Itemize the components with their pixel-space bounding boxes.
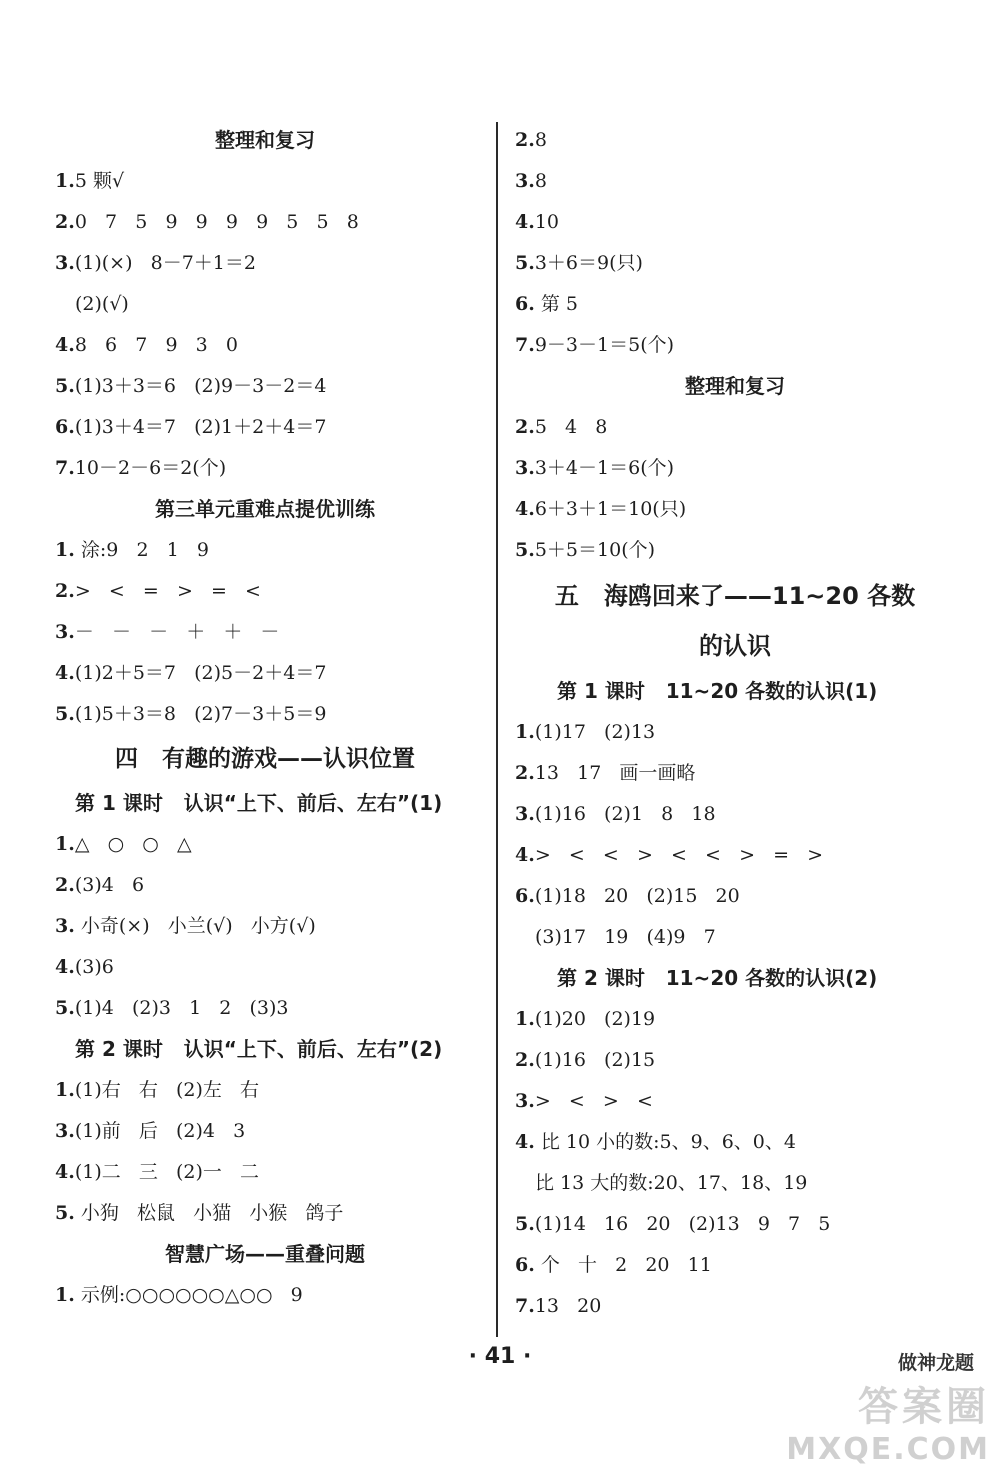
answer-text: (1)5＋3＝8 (2)7－3＋5＝9 (74, 703, 327, 725)
watermark (786, 1375, 990, 1467)
question-number: 3. (515, 803, 535, 825)
answer-text: (1)18 20 (2)15 20 (534, 885, 740, 907)
left-column (55, 120, 475, 1316)
question-number: 4. (515, 498, 535, 520)
question-number: 7. (515, 1295, 535, 1317)
question-number: 2. (55, 211, 75, 233)
question-number: 2. (515, 762, 535, 784)
question-number: 3. (515, 1090, 535, 1112)
answer-text: 8 (534, 170, 547, 192)
answer-text: △ ○ ○ △ (74, 833, 192, 855)
answer-text: (1)(×) 8－7＋1＝2 (74, 252, 256, 274)
answer-line (515, 1040, 955, 1081)
question-number: 7. (55, 457, 75, 479)
answer-text: (3)17 19 (4)9 7 (535, 926, 716, 948)
answer-text: (1)4 (2)3 1 2 (3)3 (74, 997, 289, 1019)
answer-line (55, 1111, 475, 1152)
lesson-heading: 第 2 课时 认识“上下、前后、左右”(2) (75, 1037, 443, 1061)
question-number: 2. (515, 416, 535, 438)
answer-line (515, 794, 955, 835)
answer-text: (1)14 16 20 (2)13 9 7 5 (534, 1213, 831, 1235)
answer-text: (1)17 (2)13 (534, 721, 656, 743)
answer-text: > < > < (534, 1090, 653, 1112)
answer-line (515, 1163, 955, 1204)
section-heading: 智慧广场——重叠问题 (165, 1242, 365, 1266)
answer-line (515, 489, 955, 530)
answer-line (55, 1275, 475, 1316)
answer-line (55, 1152, 475, 1193)
question-number: 1. (515, 1008, 535, 1030)
answer-line (55, 407, 475, 448)
question-number: 4. (515, 1131, 535, 1153)
question-number: 4. (515, 844, 535, 866)
lesson-heading: 第 2 课时 11~20 各数的认识(2) (557, 966, 878, 990)
answer-text: (1)20 (2)19 (534, 1008, 656, 1030)
question-number: 3. (515, 457, 535, 479)
answer-line (515, 835, 955, 876)
answer-line (515, 917, 955, 958)
question-number: 6. (515, 885, 535, 907)
answer-text: (3)6 (74, 956, 114, 978)
answer-text: 13 20 (534, 1295, 602, 1317)
answer-text: (1)右 右 (2)左 右 (74, 1079, 260, 1101)
question-number: 2. (515, 1049, 535, 1071)
question-number: 4. (515, 211, 535, 233)
answer-text: 比 13 大的数:20、17、18、19 (535, 1172, 808, 1194)
answer-line (55, 366, 475, 407)
answer-line (55, 1193, 475, 1234)
question-number: 1. (55, 539, 75, 561)
question-number: 2. (515, 129, 535, 151)
answer-line (55, 612, 475, 653)
answer-text: 9－3－1＝5(个) (534, 334, 675, 356)
answer-text: 3＋4－1＝6(个) (534, 457, 675, 479)
question-number: 1. (55, 170, 75, 192)
answer-line (515, 325, 955, 366)
answer-line (515, 407, 955, 448)
answer-text: 8 (534, 129, 547, 151)
answer-text: > < < > < < > = > (534, 844, 824, 866)
answer-text: (1)前 后 (2)4 3 (74, 1120, 246, 1142)
section-heading: 第三单元重难点提优训练 (155, 497, 375, 521)
section-heading: 整理和复习 (215, 128, 315, 152)
answer-line (55, 202, 475, 243)
question-number: 1. (55, 1079, 75, 1101)
answer-text: 小狗 松鼠 小猫 小猴 鸽子 (74, 1202, 344, 1224)
question-number: 6. (55, 416, 75, 438)
answer-text: 10 (534, 211, 560, 233)
question-number: 3. (55, 1120, 75, 1142)
answer-line (55, 653, 475, 694)
answer-line (515, 1245, 955, 1286)
answer-line (515, 876, 955, 917)
question-number: 2. (55, 874, 75, 896)
answer-text: 涂:9 2 1 9 (74, 539, 209, 561)
answer-line (55, 865, 475, 906)
answer-line (55, 448, 475, 489)
answer-text: 5 颗√ (74, 170, 125, 192)
question-number: 1. (55, 833, 75, 855)
answer-text: 3＋6＝9(只) (534, 252, 643, 274)
answer-line (55, 1070, 475, 1111)
lesson-heading: 第 1 课时 11~20 各数的认识(1) (557, 679, 878, 703)
question-number: 3. (515, 170, 535, 192)
answer-line (55, 906, 475, 947)
page-number: · 41 · (468, 1344, 532, 1369)
section-heading: 整理和复习 (685, 374, 785, 398)
answer-line (515, 243, 955, 284)
question-number: 4. (55, 662, 75, 684)
answer-text: 0 7 5 9 9 9 9 5 5 8 (74, 211, 359, 233)
question-number: 5. (55, 703, 75, 725)
answer-text: > < = > = < (74, 580, 261, 602)
answer-line (55, 530, 475, 571)
brand-label: 做神龙题 (897, 1352, 974, 1374)
section-heading: 五 海鸥回来了——11~20 各数 (554, 582, 916, 610)
question-number: 1. (515, 721, 535, 743)
answer-text: 小奇(×) 小兰(√) 小方(√) (74, 915, 316, 937)
answer-line (515, 1081, 955, 1122)
answer-line (515, 202, 955, 243)
question-number: 3. (55, 621, 75, 643)
question-number: 5. (55, 997, 75, 1019)
answer-text: (1)3＋4＝7 (2)1＋2＋4＝7 (74, 416, 327, 438)
question-number: 1. (55, 1284, 75, 1306)
question-number: 5. (55, 1202, 75, 1224)
answer-line (515, 1122, 955, 1163)
answer-line (55, 161, 475, 202)
question-number: 4. (55, 334, 75, 356)
answer-line (515, 448, 955, 489)
right-column (515, 120, 955, 1327)
answer-text: (1)16 (2)1 8 18 (534, 803, 716, 825)
watermark-url: MXQE.COM (786, 1432, 990, 1467)
answer-text: 个 十 2 20 11 (534, 1254, 712, 1276)
answer-line (55, 947, 475, 988)
question-number: 5. (515, 539, 535, 561)
question-number: 4. (55, 1161, 75, 1183)
answer-text: 5 4 8 (534, 416, 608, 438)
answer-text: (1)二 三 (2)一 二 (74, 1161, 260, 1183)
answer-text: (2)(√) (75, 293, 129, 315)
answer-line (55, 325, 475, 366)
answer-text: 6＋3＋1＝10(只) (534, 498, 687, 520)
answer-text: 比 10 小的数:5、9、6、0、4 (534, 1131, 796, 1153)
answer-line (55, 571, 475, 612)
question-number: 6. (515, 293, 535, 315)
answer-text: (1)16 (2)15 (534, 1049, 656, 1071)
question-number: 5. (515, 252, 535, 274)
question-number: 6. (515, 1254, 535, 1276)
answer-text: (1)3＋3＝6 (2)9－3－2＝4 (74, 375, 327, 397)
answer-line (515, 161, 955, 202)
answer-line (55, 284, 475, 325)
answer-text: 第 5 (534, 293, 579, 315)
answer-text: 13 17 画一画略 (534, 762, 696, 784)
lesson-heading: 第 1 课时 认识“上下、前后、左右”(1) (75, 791, 443, 815)
watermark-text: 答案圈 (858, 1384, 990, 1430)
answer-line (55, 988, 475, 1029)
section-heading: 的认识 (699, 632, 771, 660)
question-number: 5. (55, 375, 75, 397)
answer-line (515, 999, 955, 1040)
answer-text: 8 6 7 9 3 0 (74, 334, 238, 356)
answer-line (55, 243, 475, 284)
answer-line (515, 712, 955, 753)
answer-line (55, 694, 475, 735)
answer-text: 5＋5＝10(个) (534, 539, 656, 561)
answer-line (515, 120, 955, 161)
question-number: 5. (515, 1213, 535, 1235)
answer-text: (3)4 6 (74, 874, 145, 896)
answer-text: － － － ＋ ＋ － (74, 621, 280, 643)
answer-text: 10－2－6＝2(个) (74, 457, 227, 479)
answer-line (515, 1204, 955, 1245)
answer-text: (1)2＋5＝7 (2)5－2＋4＝7 (74, 662, 327, 684)
question-number: 3. (55, 252, 75, 274)
question-number: 4. (55, 956, 75, 978)
answer-line (55, 824, 475, 865)
answer-text: 示例:○○○○○○△○○ 9 (74, 1284, 303, 1306)
column-divider (496, 122, 498, 1337)
answer-line (515, 753, 955, 794)
question-number: 2. (55, 580, 75, 602)
question-number: 7. (515, 334, 535, 356)
answer-line (515, 530, 955, 571)
answer-line (515, 284, 955, 325)
answer-line (515, 1286, 955, 1327)
section-heading: 四 有趣的游戏——认识位置 (114, 746, 416, 772)
question-number: 3. (55, 915, 75, 937)
